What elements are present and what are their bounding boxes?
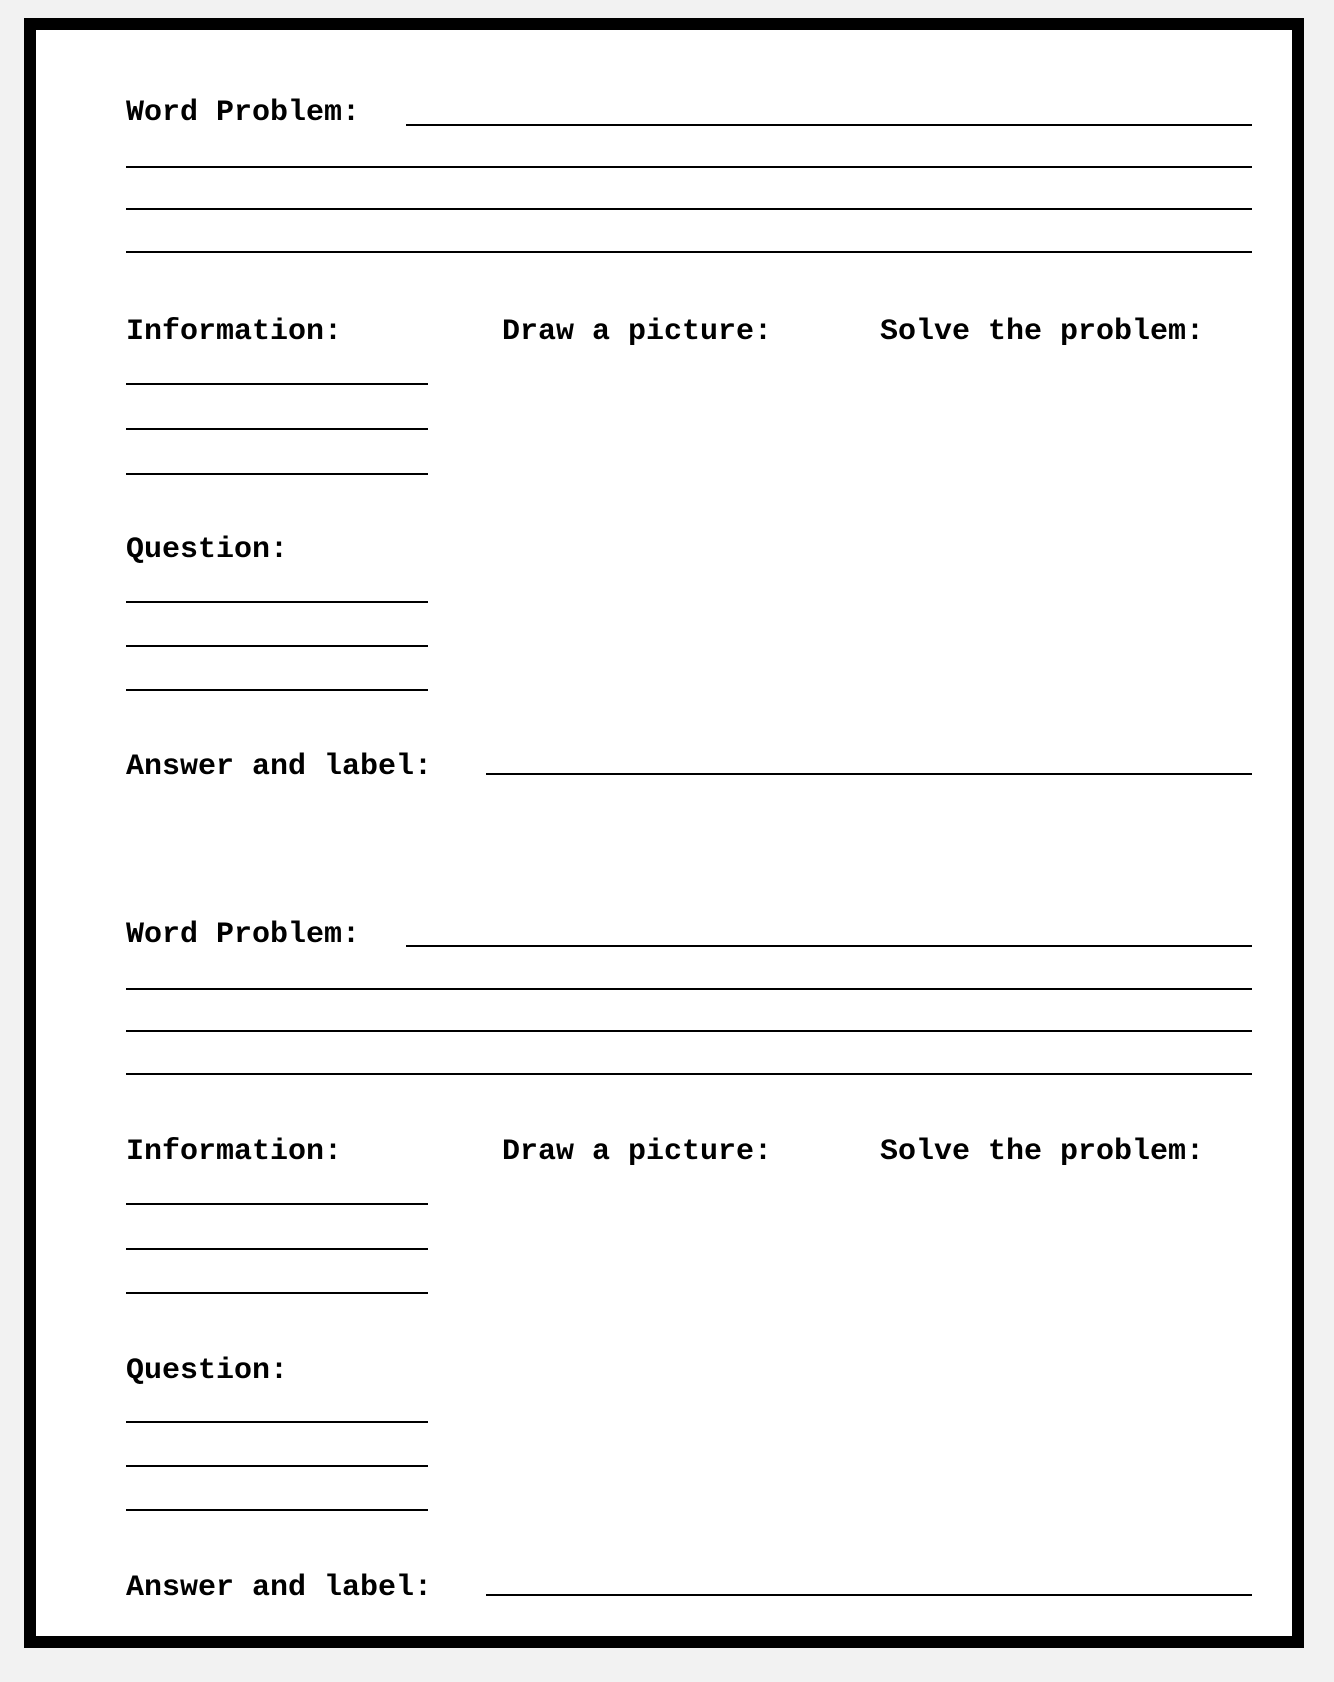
word-problem-line-4[interactable] <box>126 1073 1252 1075</box>
word-problem-line-3[interactable] <box>126 1030 1252 1032</box>
information-label: Information: <box>126 315 343 349</box>
word-problem-line-3[interactable] <box>126 208 1252 210</box>
information-line-1[interactable] <box>126 383 428 385</box>
draw-picture-label: Draw a picture: <box>502 1135 773 1169</box>
information-line-3[interactable] <box>126 1292 428 1294</box>
draw-picture-label: Draw a picture: <box>502 315 773 349</box>
worksheet-page <box>24 18 1304 1648</box>
word-problem-line-1[interactable] <box>406 945 1252 947</box>
solve-problem-label: Solve the problem: <box>880 1135 1205 1169</box>
information-label: Information: <box>126 1135 343 1169</box>
question-line-2[interactable] <box>126 645 428 647</box>
information-line-2[interactable] <box>126 428 428 430</box>
question-line-3[interactable] <box>126 1509 428 1511</box>
information-line-3[interactable] <box>126 473 428 475</box>
word-problem-line-2[interactable] <box>126 988 1252 990</box>
information-line-2[interactable] <box>126 1248 428 1250</box>
question-line-1[interactable] <box>126 1421 428 1423</box>
answer-label: Answer and label: <box>126 1571 433 1605</box>
solve-problem-label: Solve the problem: <box>880 315 1205 349</box>
answer-label: Answer and label: <box>126 750 433 784</box>
question-label: Question: <box>126 533 289 567</box>
question-label: Question: <box>126 1354 289 1388</box>
question-line-1[interactable] <box>126 601 428 603</box>
answer-line[interactable] <box>486 773 1252 775</box>
information-line-1[interactable] <box>126 1203 428 1205</box>
word-problem-label: Word Problem: <box>126 96 361 130</box>
question-line-3[interactable] <box>126 689 428 691</box>
word-problem-label: Word Problem: <box>126 918 361 952</box>
answer-line[interactable] <box>486 1594 1252 1596</box>
word-problem-line-1[interactable] <box>406 124 1252 126</box>
word-problem-line-2[interactable] <box>126 166 1252 168</box>
question-line-2[interactable] <box>126 1465 428 1467</box>
word-problem-line-4[interactable] <box>126 251 1252 253</box>
